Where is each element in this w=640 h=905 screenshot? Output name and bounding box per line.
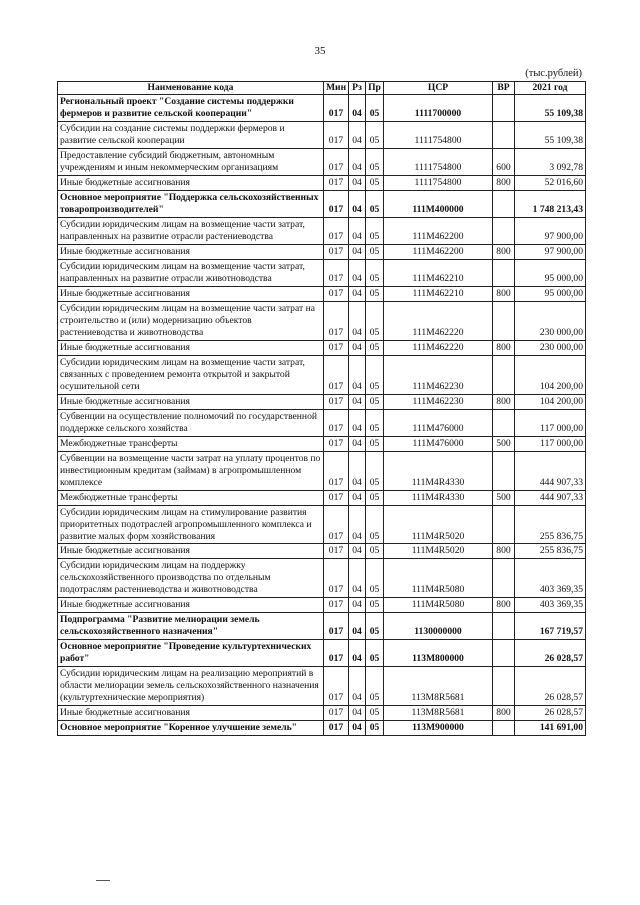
cell-vr <box>493 667 515 706</box>
table-row <box>58 355 586 394</box>
cell-vr <box>493 409 515 436</box>
cell-vr <box>493 721 515 736</box>
cell-min: 017 <box>324 436 349 451</box>
cell-pr: 05 <box>366 286 384 301</box>
cell-csr: 1111754800 <box>384 148 493 175</box>
cell-rz: 04 <box>349 259 366 286</box>
table-row <box>58 559 586 598</box>
cell-vr: 800 <box>493 544 515 559</box>
cell-rz: 04 <box>349 95 366 122</box>
cell-rz: 04 <box>349 148 366 175</box>
table-row <box>58 544 586 559</box>
cell-min: 017 <box>324 613 349 640</box>
table-row <box>58 148 586 175</box>
cell-amount: 52 016,60 <box>515 175 586 190</box>
table-row <box>58 394 586 409</box>
scan-mark <box>96 880 110 881</box>
cell-min: 017 <box>324 301 349 340</box>
table-row <box>58 490 586 505</box>
table-row <box>58 175 586 190</box>
header-amount: 2021 год <box>515 82 586 95</box>
cell-csr: 111M462230 <box>384 394 493 409</box>
cell-rz: 04 <box>349 721 366 736</box>
cell-csr: 111M462220 <box>384 301 493 340</box>
cell-vr: 800 <box>493 175 515 190</box>
cell-name: Предоставление субсидий бюджетным, автономным учреждениям и иным некоммерческим организациям <box>58 148 324 175</box>
cell-name: Иные бюджетные ассигнования <box>58 340 324 355</box>
cell-pr: 05 <box>366 559 384 598</box>
cell-csr: 111M400000 <box>384 190 493 217</box>
cell-rz: 04 <box>349 598 366 613</box>
cell-vr: 800 <box>493 340 515 355</box>
cell-amount: 55 109,38 <box>515 95 586 122</box>
cell-amount: 230 000,00 <box>515 340 586 355</box>
cell-vr: 800 <box>493 706 515 721</box>
cell-amount: 1 748 213,43 <box>515 190 586 217</box>
table-row <box>58 706 586 721</box>
cell-min: 017 <box>324 409 349 436</box>
cell-min: 017 <box>324 95 349 122</box>
cell-rz: 04 <box>349 301 366 340</box>
cell-vr <box>493 190 515 217</box>
cell-vr <box>493 355 515 394</box>
cell-amount: 255 836,75 <box>515 544 586 559</box>
cell-csr: 1130000000 <box>384 613 493 640</box>
budget-table <box>57 81 586 736</box>
cell-amount: 26 028,57 <box>515 706 586 721</box>
header-name: Наименование кода <box>58 82 324 95</box>
table-row <box>58 301 586 340</box>
table-row <box>58 721 586 736</box>
cell-pr: 05 <box>366 95 384 122</box>
cell-name: Иные бюджетные ассигнования <box>58 544 324 559</box>
cell-amount: 403 369,35 <box>515 598 586 613</box>
cell-vr: 500 <box>493 490 515 505</box>
cell-rz: 04 <box>349 544 366 559</box>
table-row <box>58 613 586 640</box>
table-row <box>58 598 586 613</box>
cell-min: 017 <box>324 721 349 736</box>
cell-pr: 05 <box>366 451 384 490</box>
cell-amount: 167 719,57 <box>515 613 586 640</box>
cell-csr: 111M4R5080 <box>384 559 493 598</box>
cell-rz: 04 <box>349 436 366 451</box>
cell-rz: 04 <box>349 490 366 505</box>
cell-csr: 1111700000 <box>384 95 493 122</box>
cell-rz: 04 <box>349 190 366 217</box>
cell-amount: 444 907,33 <box>515 490 586 505</box>
table-row <box>58 436 586 451</box>
cell-min: 017 <box>324 259 349 286</box>
cell-pr: 05 <box>366 355 384 394</box>
cell-name: Основное мероприятие "Поддержка сельскохозяйственных товаропроизводителей" <box>58 190 324 217</box>
cell-min: 017 <box>324 286 349 301</box>
cell-vr <box>493 613 515 640</box>
table-row <box>58 286 586 301</box>
table-row <box>58 190 586 217</box>
cell-name: Иные бюджетные ассигнования <box>58 286 324 301</box>
cell-vr <box>493 640 515 667</box>
cell-name: Субвенции на возмещение части затрат на уплату процентов по инвестиционным кредитам (займам) в агропромышленном комплексе <box>58 451 324 490</box>
cell-pr: 05 <box>366 148 384 175</box>
cell-amount: 26 028,57 <box>515 640 586 667</box>
cell-rz: 04 <box>349 409 366 436</box>
table-row <box>58 95 586 122</box>
cell-min: 017 <box>324 505 349 544</box>
cell-amount: 97 900,00 <box>515 244 586 259</box>
cell-rz: 04 <box>349 355 366 394</box>
table-row <box>58 121 586 148</box>
cell-pr: 05 <box>366 598 384 613</box>
table-row <box>58 640 586 667</box>
table-row <box>58 667 586 706</box>
table-row <box>58 409 586 436</box>
cell-amount: 95 000,00 <box>515 286 586 301</box>
cell-min: 017 <box>324 244 349 259</box>
cell-name: Субсидии юридическим лицам на возмещение части затрат, направленных на развитие отрасли растениеводства <box>58 217 324 244</box>
cell-vr <box>493 259 515 286</box>
header-pr: Пр <box>366 82 384 95</box>
cell-name: Субсидии юридическим лицам на стимулирование развития приоритетных подотраслей агропромышленного комплекса и развитие малых форм хозяйствования <box>58 505 324 544</box>
cell-name: Основное мероприятие "Проведение культуртехнических работ" <box>58 640 324 667</box>
cell-pr: 05 <box>366 640 384 667</box>
cell-pr: 05 <box>366 436 384 451</box>
cell-name: Межбюджетные трансферты <box>58 436 324 451</box>
cell-name: Субвенции на осуществление полномочий по государственной поддержке сельского хозяйства <box>58 409 324 436</box>
cell-pr: 05 <box>366 394 384 409</box>
cell-vr: 600 <box>493 148 515 175</box>
cell-csr: 111M462210 <box>384 259 493 286</box>
cell-rz: 04 <box>349 394 366 409</box>
cell-csr: 111M462220 <box>384 340 493 355</box>
table-body <box>58 95 586 736</box>
cell-min: 017 <box>324 451 349 490</box>
cell-csr: 111M4R4330 <box>384 490 493 505</box>
table-header <box>58 82 586 95</box>
cell-min: 017 <box>324 190 349 217</box>
cell-amount: 55 109,38 <box>515 121 586 148</box>
cell-name: Основное мероприятие "Коренное улучшение земель" <box>58 721 324 736</box>
cell-amount: 117 000,00 <box>515 436 586 451</box>
cell-vr <box>493 301 515 340</box>
cell-name: Иные бюджетные ассигнования <box>58 706 324 721</box>
cell-amount: 26 028,57 <box>515 667 586 706</box>
cell-name: Иные бюджетные ассигнования <box>58 598 324 613</box>
cell-vr <box>493 505 515 544</box>
cell-pr: 05 <box>366 706 384 721</box>
cell-pr: 05 <box>366 613 384 640</box>
cell-amount: 117 000,00 <box>515 409 586 436</box>
cell-min: 017 <box>324 490 349 505</box>
cell-pr: 05 <box>366 409 384 436</box>
cell-rz: 04 <box>349 217 366 244</box>
cell-name: Иные бюджетные ассигнования <box>58 244 324 259</box>
cell-amount: 104 200,00 <box>515 355 586 394</box>
cell-min: 017 <box>324 544 349 559</box>
cell-min: 017 <box>324 640 349 667</box>
cell-name: Иные бюджетные ассигнования <box>58 175 324 190</box>
cell-csr: 1111754800 <box>384 175 493 190</box>
cell-csr: 111M476000 <box>384 409 493 436</box>
cell-amount: 403 369,35 <box>515 559 586 598</box>
cell-csr: 1111754800 <box>384 121 493 148</box>
header-rz: Рз <box>349 82 366 95</box>
cell-amount: 3 092,78 <box>515 148 586 175</box>
cell-csr: 111M4R4330 <box>384 451 493 490</box>
cell-rz: 04 <box>349 121 366 148</box>
cell-min: 017 <box>324 598 349 613</box>
cell-rz: 04 <box>349 706 366 721</box>
cell-csr: 113M8R5681 <box>384 667 493 706</box>
cell-rz: 04 <box>349 286 366 301</box>
cell-pr: 05 <box>366 190 384 217</box>
cell-rz: 04 <box>349 505 366 544</box>
unit-label: (тыс.рублей) <box>525 68 582 79</box>
cell-name: Региональный проект "Создание системы поддержки фермеров и развитие сельской кооперации" <box>58 95 324 122</box>
cell-pr: 05 <box>366 721 384 736</box>
cell-csr: 113M800000 <box>384 640 493 667</box>
page-number: 35 <box>314 45 326 57</box>
table-row <box>58 505 586 544</box>
cell-pr: 05 <box>366 301 384 340</box>
cell-vr: 800 <box>493 286 515 301</box>
cell-amount: 255 836,75 <box>515 505 586 544</box>
table-row <box>58 451 586 490</box>
cell-name: Субсидии юридическим лицам на поддержку сельскохозяйственного производства по отдельным подотраслям растениеводства и животноводства <box>58 559 324 598</box>
cell-pr: 05 <box>366 244 384 259</box>
cell-vr: 500 <box>493 436 515 451</box>
cell-rz: 04 <box>349 613 366 640</box>
header-csr: ЦСР <box>384 82 493 95</box>
cell-pr: 05 <box>366 217 384 244</box>
cell-pr: 05 <box>366 544 384 559</box>
cell-vr <box>493 121 515 148</box>
cell-name: Подпрограмма "Развитие мелиорации земель сельскохозяйственного назначения" <box>58 613 324 640</box>
cell-min: 017 <box>324 706 349 721</box>
cell-csr: 111M462210 <box>384 286 493 301</box>
cell-rz: 04 <box>349 340 366 355</box>
cell-vr <box>493 559 515 598</box>
cell-amount: 95 000,00 <box>515 259 586 286</box>
cell-pr: 05 <box>366 505 384 544</box>
cell-rz: 04 <box>349 640 366 667</box>
cell-csr: 111M462200 <box>384 244 493 259</box>
table-row <box>58 340 586 355</box>
cell-name: Субсидии на создание системы поддержки фермеров и развитие сельской кооперации <box>58 121 324 148</box>
table-row <box>58 217 586 244</box>
cell-csr: 111M462230 <box>384 355 493 394</box>
cell-pr: 05 <box>366 175 384 190</box>
cell-amount: 444 907,33 <box>515 451 586 490</box>
header-vr: ВР <box>493 82 515 95</box>
cell-vr <box>493 451 515 490</box>
cell-pr: 05 <box>366 121 384 148</box>
cell-min: 017 <box>324 355 349 394</box>
cell-csr: 111M4R5020 <box>384 505 493 544</box>
cell-rz: 04 <box>349 451 366 490</box>
cell-vr: 800 <box>493 244 515 259</box>
cell-min: 017 <box>324 217 349 244</box>
table-row <box>58 259 586 286</box>
header-min: Мин <box>324 82 349 95</box>
cell-min: 017 <box>324 394 349 409</box>
cell-pr: 05 <box>366 667 384 706</box>
cell-amount: 104 200,00 <box>515 394 586 409</box>
cell-amount: 141 691,00 <box>515 721 586 736</box>
cell-rz: 04 <box>349 667 366 706</box>
cell-name: Субсидии юридическим лицам на реализацию мероприятий в области мелиорации земель сельскохозяйственного назначения (культуртехнические мероприятия) <box>58 667 324 706</box>
cell-name: Субсидии юридическим лицам на возмещение части затрат, связанных с проведением ремонта открытой и закрытой осушительной сети <box>58 355 324 394</box>
cell-amount: 97 900,00 <box>515 217 586 244</box>
cell-csr: 111M4R5080 <box>384 598 493 613</box>
cell-min: 017 <box>324 667 349 706</box>
cell-csr: 113M8R5681 <box>384 706 493 721</box>
cell-min: 017 <box>324 340 349 355</box>
cell-csr: 111M462200 <box>384 217 493 244</box>
cell-csr: 111M476000 <box>384 436 493 451</box>
cell-name: Межбюджетные трансферты <box>58 490 324 505</box>
cell-min: 017 <box>324 121 349 148</box>
cell-name: Иные бюджетные ассигнования <box>58 394 324 409</box>
cell-vr <box>493 217 515 244</box>
cell-name: Субсидии юридическим лицам на возмещение части затрат, направленных на развитие отрасли животноводства <box>58 259 324 286</box>
table-row <box>58 244 586 259</box>
cell-pr: 05 <box>366 490 384 505</box>
cell-min: 017 <box>324 175 349 190</box>
cell-pr: 05 <box>366 259 384 286</box>
cell-csr: 111M4R5020 <box>384 544 493 559</box>
cell-vr <box>493 95 515 122</box>
cell-vr: 800 <box>493 598 515 613</box>
cell-rz: 04 <box>349 244 366 259</box>
cell-csr: 113M900000 <box>384 721 493 736</box>
cell-min: 017 <box>324 559 349 598</box>
cell-pr: 05 <box>366 340 384 355</box>
cell-min: 017 <box>324 148 349 175</box>
cell-rz: 04 <box>349 175 366 190</box>
cell-name: Субсидии юридическим лицам на возмещение части затрат на строительство и (или) модернизацию объектов растениеводства и животноводства <box>58 301 324 340</box>
cell-rz: 04 <box>349 559 366 598</box>
cell-amount: 230 000,00 <box>515 301 586 340</box>
cell-vr: 800 <box>493 394 515 409</box>
